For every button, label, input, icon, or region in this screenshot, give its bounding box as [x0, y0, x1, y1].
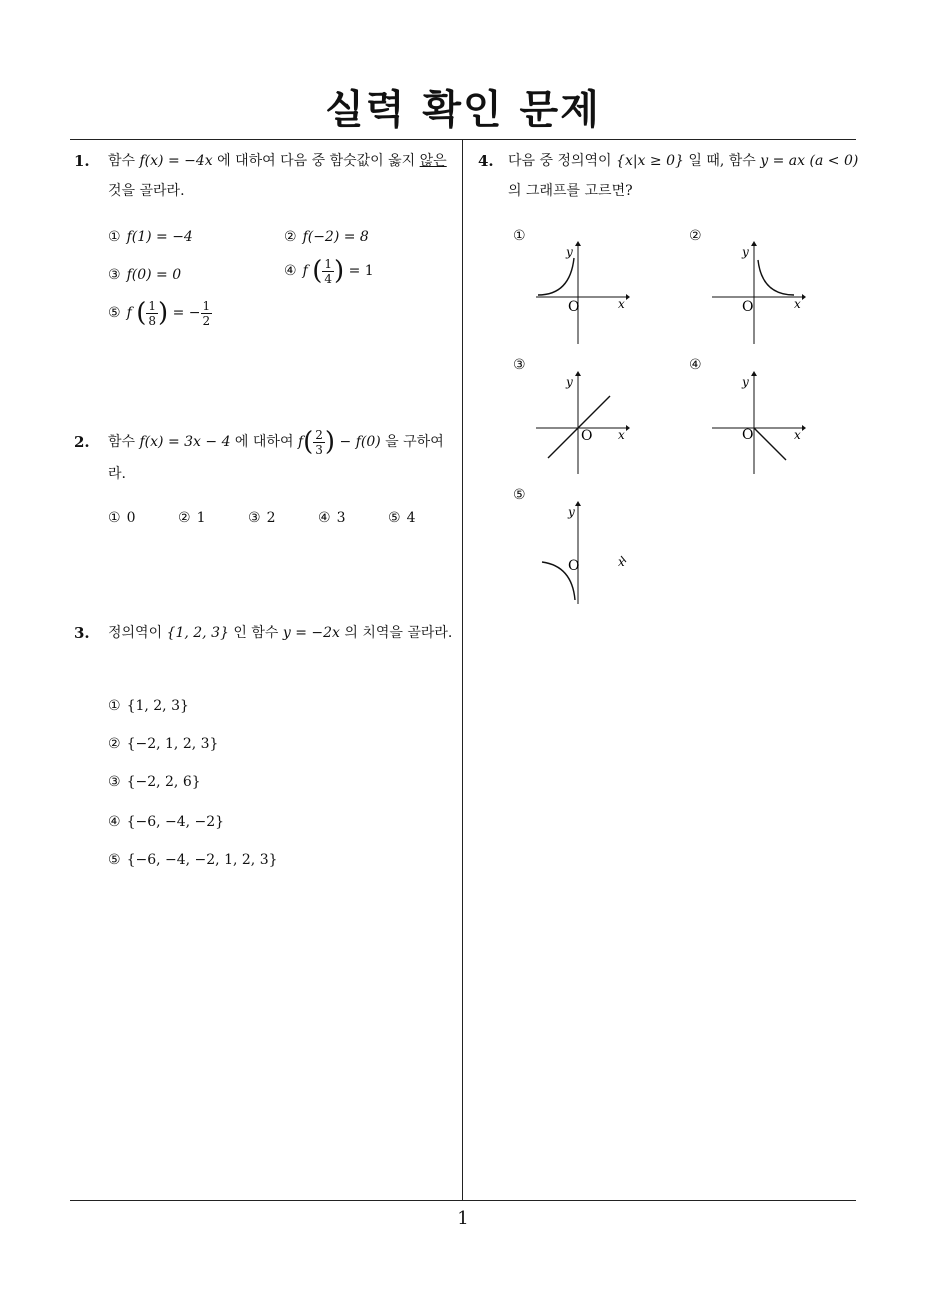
page-title: 실력 확인 문제	[325, 87, 601, 133]
graph-5[interactable]	[530, 500, 630, 606]
option-2[interactable]: ② {−2, 1, 2, 3}	[108, 736, 219, 752]
origin-label: O	[568, 299, 580, 315]
option-4[interactable]: ④ 3	[318, 510, 346, 526]
graph-option-3-mark[interactable]: ③	[513, 357, 526, 373]
graph-option-4-mark[interactable]: ④	[689, 357, 702, 373]
header-rule	[70, 139, 856, 140]
footer-rule	[70, 1200, 856, 1201]
emphasis-underline: 않은	[419, 153, 447, 169]
x-axis-label: x	[618, 297, 625, 311]
x-axis-label: x	[794, 297, 801, 311]
origin-label: O	[742, 427, 754, 443]
option-4[interactable]: ④ {−6, −4, −2}	[108, 814, 225, 830]
y-axis-label: y	[742, 245, 749, 259]
graph-2[interactable]	[706, 240, 806, 346]
option-3[interactable]: ③ 2	[248, 510, 276, 526]
graph-4[interactable]	[706, 370, 806, 476]
page-number: 1	[457, 1208, 469, 1229]
x-axis-label: x	[618, 428, 625, 442]
option-5[interactable]: ⑤ {−6, −4, −2, 1, 2, 3}	[108, 852, 278, 868]
option-1[interactable]: ① {1, 2, 3}	[108, 698, 189, 714]
option-3[interactable]: ③ {−2, 2, 6}	[108, 774, 201, 790]
question-text: 함수 f(x) = −4x 에 대하여 다음 중 함숫값이 옳지 않은 것을 골라라.	[108, 153, 447, 199]
option-2[interactable]: ② 1	[178, 510, 206, 526]
graph-3[interactable]	[530, 370, 630, 476]
fraction: $\frac{1}{8}$	[148, 298, 156, 328]
option-1[interactable]: ① 0	[108, 510, 136, 526]
question-number: 2.	[74, 433, 90, 451]
origin-label: O	[742, 299, 754, 315]
graph-option-5-mark[interactable]: ⑤	[513, 487, 526, 503]
fraction: $\frac{2}{3}$	[315, 427, 323, 457]
question-text: 함수 f(x) = 3x − 4 에 대하여 f( $\frac{2}{3}$ ) − f(0) 을 구하여라.	[108, 427, 444, 482]
graph-option-1-mark[interactable]: ①	[513, 228, 526, 244]
origin-label: O	[568, 558, 580, 574]
question-number: 1.	[74, 152, 90, 170]
fraction: $\frac{1}{2}$	[202, 298, 211, 328]
option-3[interactable]: ③ f(0) = 0	[108, 267, 182, 283]
x-axis-label: x	[794, 428, 801, 442]
graph-option-2-mark[interactable]: ②	[689, 228, 702, 244]
x-axis-label: x	[618, 555, 625, 569]
origin-label: O	[581, 428, 593, 444]
question-text: 다음 중 정의역이 {x|x ≥ 0} 일 때, 함수 y = ax (a < 0) 의 그래프를 고르면?	[508, 153, 859, 199]
question-text: 정의역이 {1, 2, 3} 인 함수 y = −2x 의 치역을 골라라.	[108, 625, 453, 641]
question-number: 3.	[74, 624, 90, 642]
fraction: $\frac{1}{4}$	[324, 256, 332, 286]
column-divider	[462, 139, 463, 1200]
option-4[interactable]: ④ f ( $\frac{1}{4}$ ) = 1	[284, 256, 374, 286]
question-number: 4.	[478, 152, 494, 170]
option-1[interactable]: ① f(1) = −4	[108, 229, 193, 245]
option-5[interactable]: ⑤ 4	[388, 510, 416, 526]
option-2[interactable]: ② f(−2) = 8	[284, 229, 369, 245]
y-axis-label: y	[568, 505, 575, 519]
y-axis-label: y	[566, 375, 573, 389]
graph-1[interactable]	[530, 240, 630, 346]
y-axis-label: y	[566, 245, 573, 259]
y-axis-label: y	[742, 375, 749, 389]
option-5[interactable]: ⑤ f ( $\frac{1}{8}$ ) = − $\frac{1}{2}$	[108, 298, 211, 328]
